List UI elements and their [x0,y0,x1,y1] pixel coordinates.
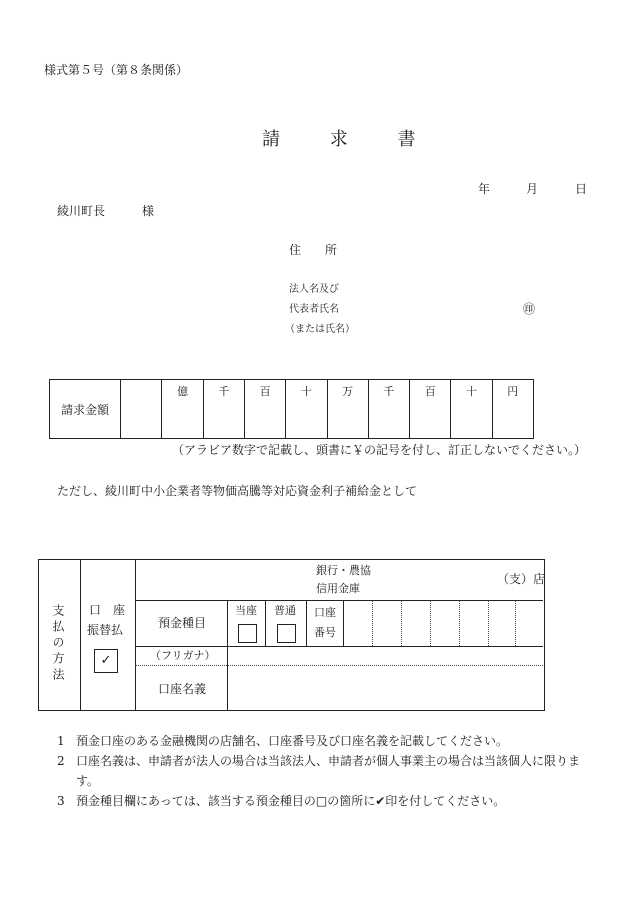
amount-cell-hyaku-man[interactable] [245,380,286,439]
check-icon: ✓ [94,649,118,673]
document-title: 請 求 書 [262,129,438,150]
date-year: 年 [478,182,491,196]
name-label-line3: （または氏名） [285,324,355,335]
amount-cell-man[interactable] [327,380,368,439]
amount-cell-juu-man[interactable] [286,380,327,439]
amount-cell-sen[interactable] [368,380,409,439]
current-account-label: 当座 [235,604,257,617]
amount-cell-en[interactable] [492,380,533,439]
address-label: 住 所 [289,243,338,257]
amount-table [49,379,534,439]
unit-label: 百 [259,385,271,398]
purpose-text: ただし、綾川町中小企業者等物価高騰等対応資金利子補給金として [57,484,418,498]
note-text: す。 [76,774,100,788]
unit-label: 千 [218,385,230,398]
bank-label-line2: 信用金庫 [316,582,360,595]
deposit-type-label: 預金種目 [158,616,207,630]
amount-cell-blank[interactable] [121,380,162,439]
bank-label-line1: 銀行・農協 [316,564,371,577]
seal-mark: ㊞ [523,302,536,316]
note-text: 口座名義は、申請者が法人の場合は当該法人、申請者が個人事業主の場合は当該個人に限りま [76,754,581,768]
amount-note: （アラビア数字で記載し、頭書に￥の記号を付し、訂正しないでください。） [172,443,587,457]
date-day: 日 [575,182,588,196]
account-number-label-line2: 番号 [314,626,336,639]
unit-label: 十 [300,385,312,398]
ordinary-account-label: 普通 [274,604,296,617]
note-number: 1 [57,734,65,748]
unit-label: 万 [342,385,354,398]
unit-label: 億 [177,385,189,398]
form-number: 様式第５号（第８条関係） [44,63,189,77]
note-number: 3 [57,794,65,808]
note-number: 2 [57,754,65,768]
unit-label: 千 [383,385,395,398]
ordinary-account-checkbox[interactable] [277,624,296,647]
note-text: 預金種目欄にあっては、該当する預金種目の□の箇所に✔印を付してください。 [76,794,506,808]
addressee-suffix: 様 [142,204,155,218]
date-month: 月 [526,182,539,196]
current-account-checkbox[interactable] [238,624,257,647]
name-label-line2: 代表者氏名 [289,304,339,315]
furigana-label: （フリガナ） [150,649,216,662]
note-text: 預金口座のある金融機関の店舗名、口座番号及び口座名義を記載してください。 [76,734,509,748]
transfer-checkbox[interactable] [94,649,118,673]
amount-cell-sen-man[interactable] [203,380,244,439]
amount-cell-oku[interactable] [162,380,203,439]
transfer-label-line1: 口 座 [89,603,126,617]
unit-label: 十 [465,385,477,398]
account-name-label: 口座名義 [158,682,207,696]
amount-label: 請求金額 [50,380,121,439]
branch-label: （支）店 [497,572,546,586]
unit-label: 円 [507,385,519,398]
amount-cell-hyaku[interactable] [410,380,451,439]
amount-cell-juu[interactable] [451,380,492,439]
payment-method-label: 支払の方法 [51,604,65,684]
unit-label: 百 [424,385,436,398]
addressee: 綾川町長 [57,204,106,218]
account-number-label-line1: 口座 [314,606,336,619]
name-label-line1: 法人名及び [289,284,339,295]
transfer-label-line2: 振替払 [87,623,124,637]
